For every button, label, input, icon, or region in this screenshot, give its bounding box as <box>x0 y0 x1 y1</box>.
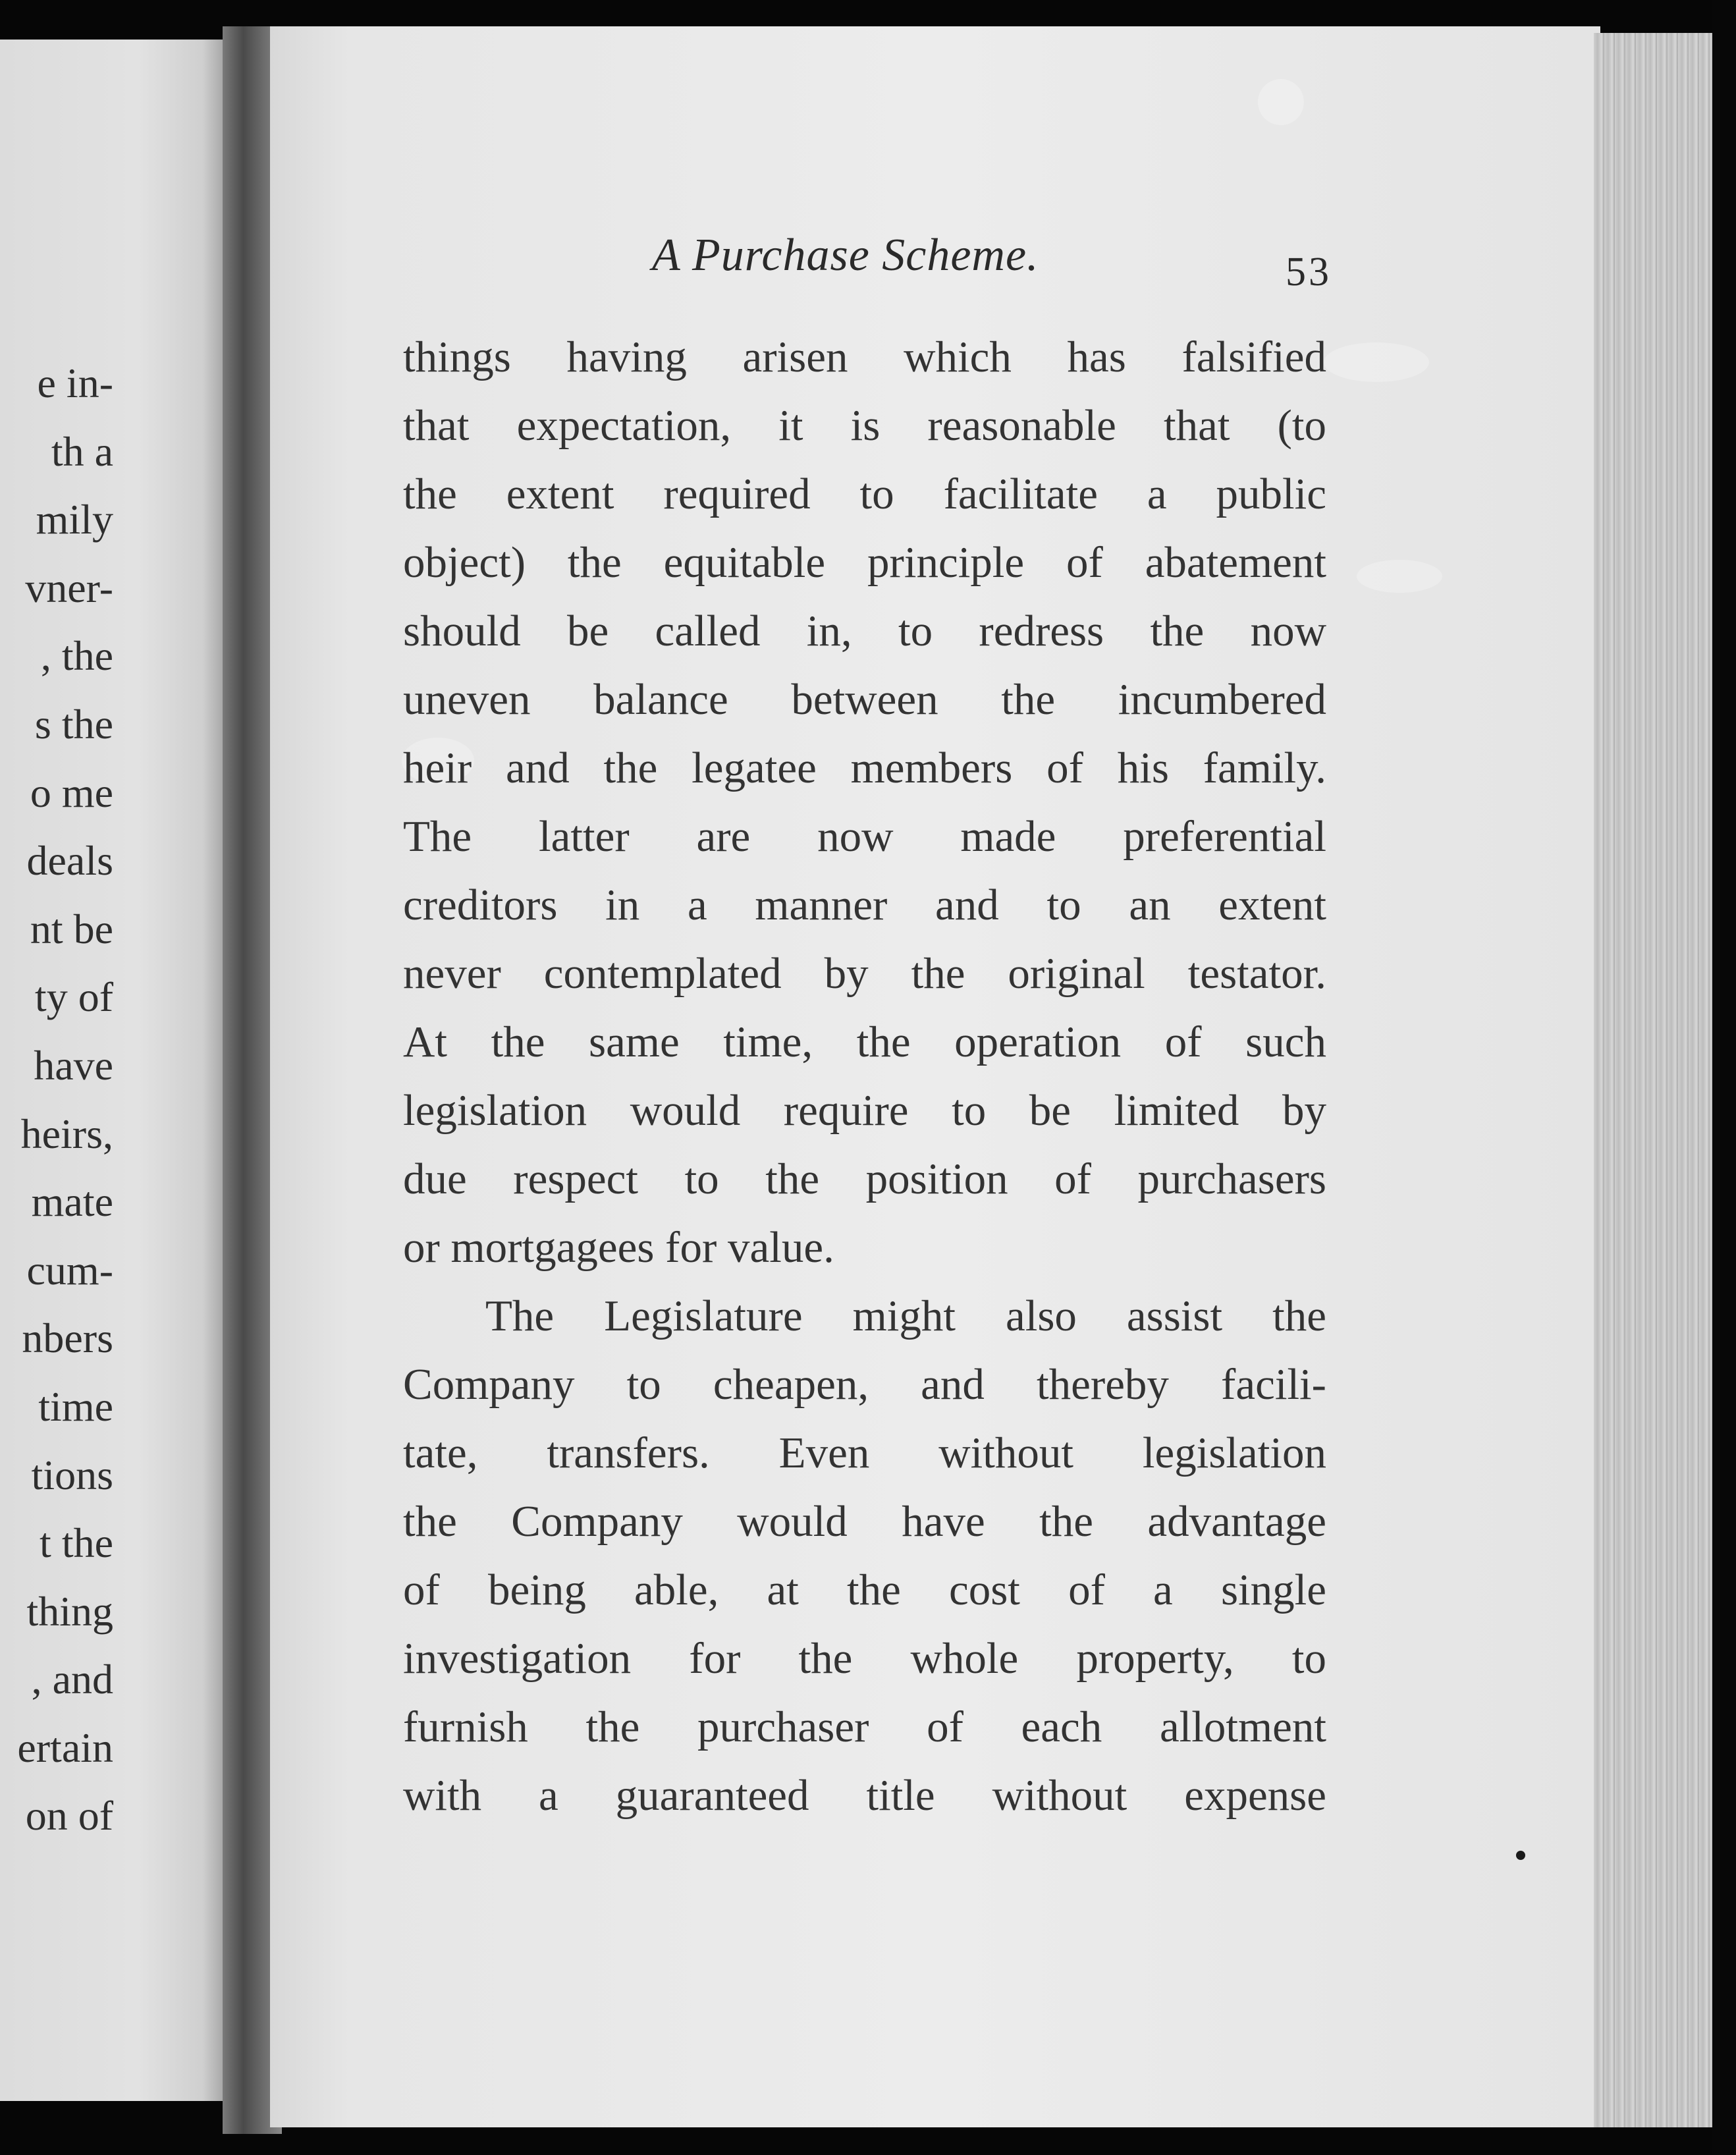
left-line: time <box>38 1382 113 1430</box>
left-line: mate <box>31 1178 113 1226</box>
left-line: thing <box>26 1587 113 1635</box>
left-line: on of <box>25 1792 113 1840</box>
running-head: A Purchase Scheme. <box>652 230 1039 281</box>
left-line: cum- <box>26 1246 113 1294</box>
text-line: creditors in a manner and to an extent <box>403 881 1326 929</box>
left-line: nbers <box>22 1315 113 1362</box>
text-line: the extent required to facilitate a public <box>403 470 1326 518</box>
text-line: furnish the purchaser of each allotment <box>403 1703 1326 1751</box>
left-line: heirs, <box>20 1110 113 1157</box>
left-line: have <box>34 1041 113 1089</box>
text-line: tate, transfers. Even without legislation <box>403 1429 1326 1477</box>
left-line: th a <box>51 427 113 475</box>
left-line: mily <box>36 496 113 543</box>
text-line: heir and the legatee members of his family. <box>403 744 1326 792</box>
left-page-text <box>0 349 113 1850</box>
left-line: deals <box>26 837 113 885</box>
text-line: things having arisen which has falsified <box>403 333 1326 381</box>
left-line: e in- <box>37 360 113 406</box>
text-line: The latter are now made preferential <box>403 812 1326 861</box>
left-line: ertain <box>17 1724 113 1771</box>
page-edges <box>1594 33 1725 2127</box>
left-line: t the <box>40 1519 113 1567</box>
left-line: s the <box>34 700 113 748</box>
text-line: never contemplated by the original testator. <box>403 949 1326 998</box>
text-line: should be called in, to redress the now <box>403 607 1326 655</box>
left-line: ty of <box>34 973 113 1021</box>
text-line: the Company would have the advantage <box>403 1497 1326 1546</box>
left-line: nt be <box>30 905 113 952</box>
text-line: legislation would require to be limited by <box>403 1086 1326 1135</box>
text-line: The Legislature might also assist the <box>485 1292 1326 1340</box>
text-line: uneven balance between the incumbered <box>403 675 1326 724</box>
left-line: tions <box>31 1451 113 1498</box>
text-line: Company to cheapen, and thereby facili- <box>403 1360 1326 1409</box>
text-line: At the same time, the operation of such <box>403 1018 1326 1066</box>
text-line: of being able, at the cost of a single <box>403 1566 1326 1614</box>
text-line: investigation for the whole property, to <box>403 1634 1326 1683</box>
page-number: 53 <box>1286 250 1332 294</box>
text-line: or mortgagees for value. <box>403 1223 834 1272</box>
left-line: vner- <box>25 564 113 611</box>
ink-spot <box>1516 1851 1525 1860</box>
text-line: that expectation, it is reasonable that (to <box>403 401 1326 450</box>
text-line: due respect to the position of purchasers <box>403 1155 1326 1203</box>
left-page <box>0 40 231 2101</box>
text-line: with a guaranteed title without expense <box>403 1771 1326 1820</box>
scan-blemish <box>1258 79 1304 125</box>
scan-blemish <box>1324 342 1429 382</box>
scan-blemish <box>1357 560 1442 593</box>
left-line: o me <box>30 769 113 816</box>
text-line: object) the equitable principle of abatement <box>403 538 1326 587</box>
left-line: , and <box>31 1656 113 1703</box>
left-line: , the <box>40 632 113 680</box>
scan-border <box>1712 0 1736 2155</box>
body-text <box>403 323 1326 1830</box>
